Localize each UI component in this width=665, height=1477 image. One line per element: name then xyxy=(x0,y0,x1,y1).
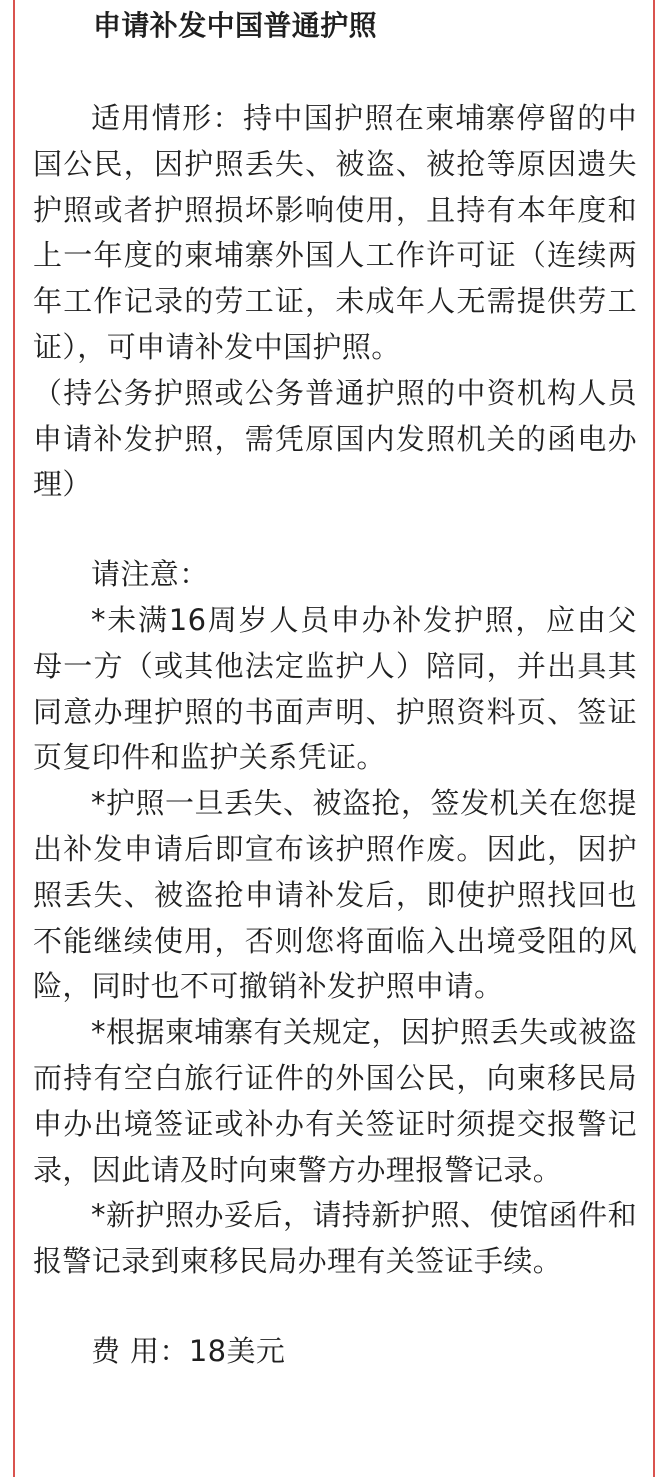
notice-item-invalidation: *护照一旦丢失、被盗抢，签发机关在您提出补发申请后即宣布该护照作废。因此，因护照丢失、被盗抢申请补发后，即使护照找回也不能继续使用，否则您将面临入出境受阻的风险，同时也不可撤销补发护照申请。 xyxy=(33,786,637,1004)
spacer xyxy=(33,1285,637,1329)
spacer xyxy=(33,54,637,96)
fee-line: 费 用：18美元 xyxy=(91,1333,286,1368)
article-body xyxy=(33,0,637,1375)
page-title: 申请补发中国普通护照 xyxy=(93,9,378,42)
spacer xyxy=(33,508,637,552)
notice-item-police-report: *根据柬埔寨有关规定，因护照丢失或被盗而持有空白旅行证件的外国公民，向柬移民局申办出境签证或补办有关签证时须提交报警记录，因此请及时向柬警方办理报警记录。 xyxy=(33,1015,637,1187)
notice-heading: 请注意： xyxy=(91,557,209,592)
applicable-paragraph: 适用情形：持中国护照在柬埔寨停留的中国公民，因护照丢失、被盗、被抢等原因遗失护照或者护照损坏影响使用，且持有本年度和上一年度的柬埔寨外国人工作许可证（连续两年工作记录的劳工证，未成年人无需提供劳工证），可申请补发中国护照。 xyxy=(33,101,637,364)
notice-item-visa-procedure: *新护照办妥后，请持新护照、使馆函件和报警记录到柬移民局办理有关签证手续。 xyxy=(33,1198,637,1279)
notice-item-minors: *未满16周岁人员申办补发护照，应由父母一方（或其他法定监护人）陪同，并出具其同意办理护照的书面声明、护照资料页、签证页复印件和监护关系凭证。 xyxy=(33,602,637,775)
applicable-note: （持公务护照或公务普通护照的中资机构人员申请补发护照，需凭原国内发照机关的函电办理） xyxy=(33,375,637,502)
